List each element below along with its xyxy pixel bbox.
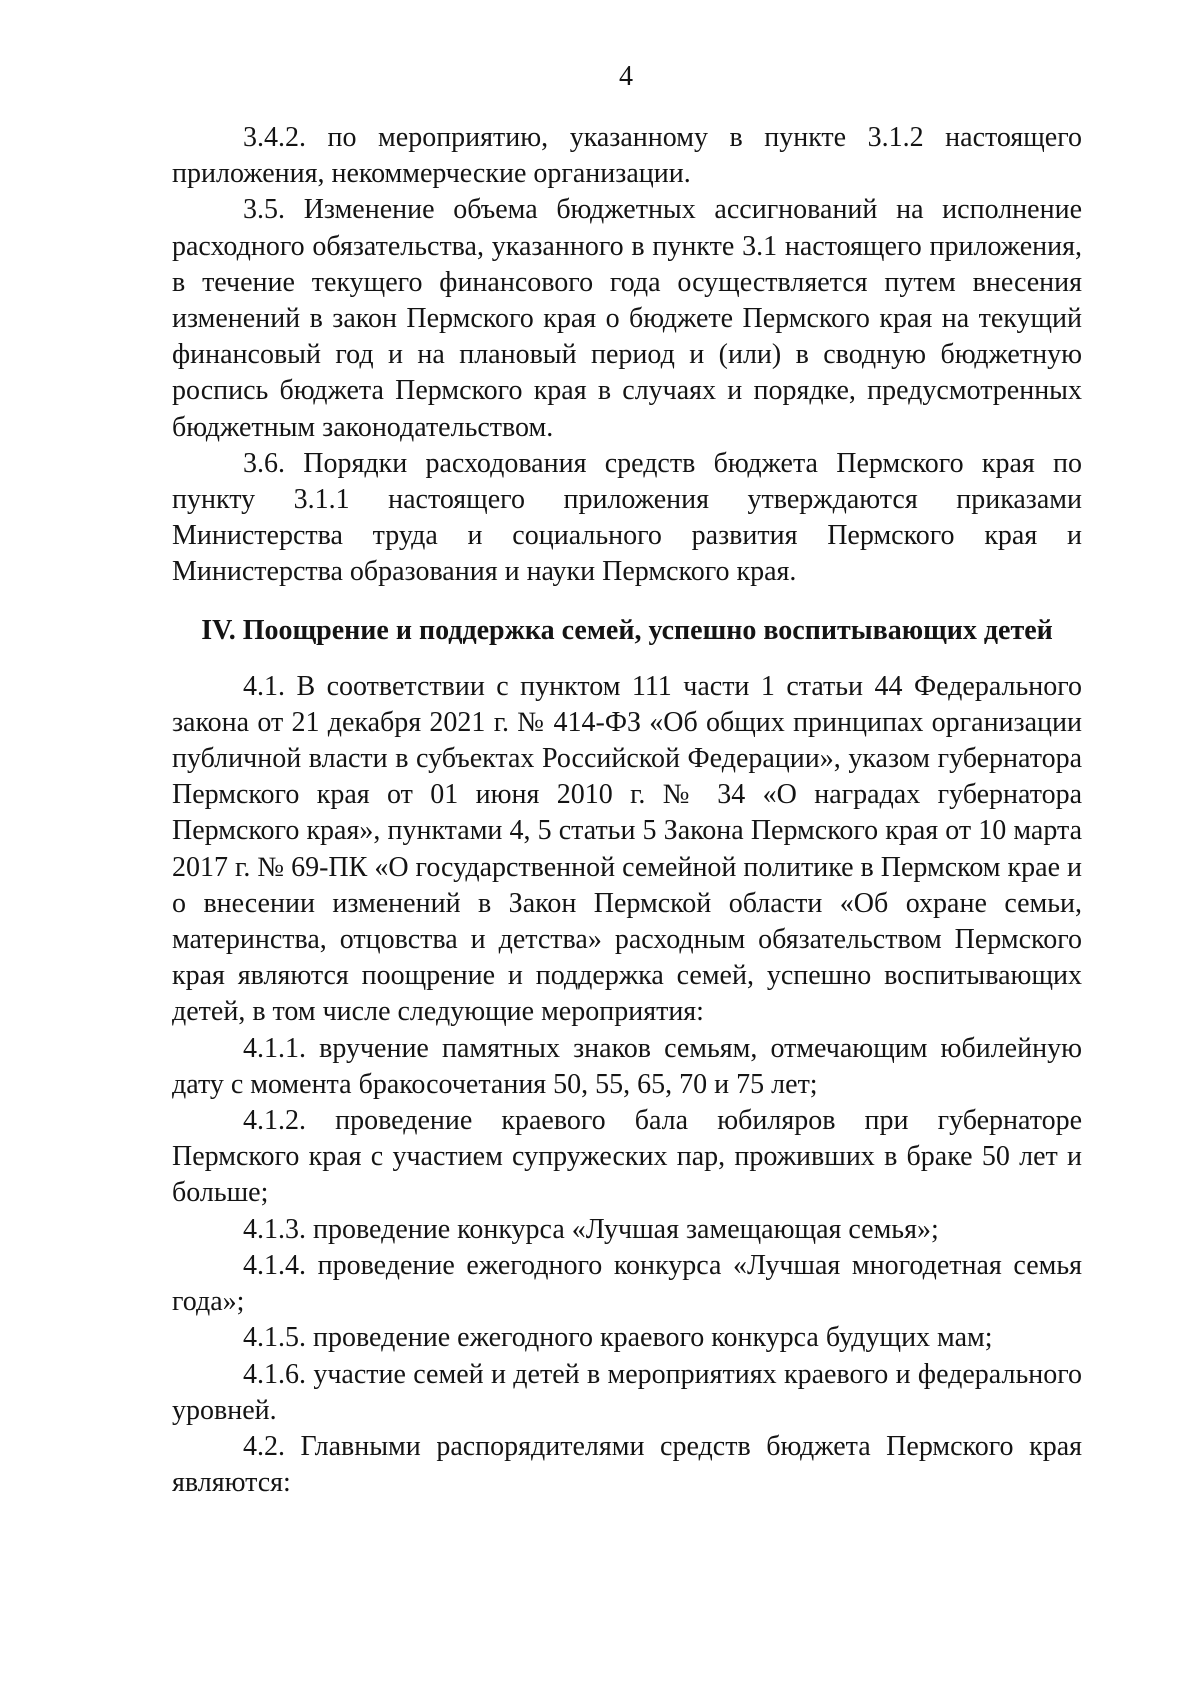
paragraph-4-1-4: 4.1.4. проведение ежегодного конкурса «Лучшая многодетная семья года»;	[172, 1249, 1082, 1318]
paragraph-4-1-3: 4.1.3. проведение конкурса «Лучшая замещающая семья»;	[243, 1213, 939, 1245]
paragraph-4-1-6: 4.1.6. участие семей и детей в мероприятиях краевого и федерального уровней.	[172, 1358, 1082, 1426]
paragraph-4-1: 4.1. В соответствии с пунктом 111 части 1 статьи 44 Федерального закона от 21 декабря 2021 г. № 414-ФЗ «Об общих принципах организации публичной власти в субъектах Российской Федерации», указом губернатора Пермского края от 01 июня 2010 г. № 34 «О наградах губернатора Пермского края», пунктами 4, 5 статьи 5 Закона Пермского края от 10 марта 2017 г. № 69-ПК «О государственной семейной политике в Пермском крае и о внесении изменений в Закон Пермской области «Об охране семьи, материнства, отцовства и детства» расходным обязательством Пермского края являются поощрение и поддержка семей, успешно воспитывающих детей, в том числе следующие мероприятия:	[172, 670, 1082, 1028]
paragraph-3-4-2: 3.4.2. по мероприятию, указанному в пункте 3.1.2 настоящего приложения, некоммерческие организации.	[172, 122, 1082, 190]
page-number: 4	[619, 61, 633, 92]
paragraph-3-6: 3.6. Порядки расходования средств бюджета Пермского края по пункту 3.1.1 настоящего приложения утверждаются приказами Министерства труда и социального развития Пермского края и Министерства образования и науки Пермского края.	[172, 447, 1082, 588]
paragraph-4-2: 4.2. Главными распорядителями средств бюджета Пермского края являются:	[172, 1430, 1082, 1499]
paragraph-3-5: 3.5. Изменение объема бюджетных ассигнований на исполнение расходного обязательства, указанного в пункте 3.1 настоящего приложения, в течение текущего финансового года осуществляется путем внесения изменений в закон Пермского края о бюджете Пермского края на текущий финансовый год и на плановый период и (или) в сводную бюджетную роспись бюджета Пермского края в случаях и порядке, предусмотренных бюджетным законодательством.	[172, 194, 1082, 443]
paragraph-4-1-1: 4.1.1. вручение памятных знаков семьям, отмечающим юбилейную дату с момента бракосочетания 50, 55, 65, 70 и 75 лет;	[172, 1032, 1082, 1100]
paragraph-4-1-5: 4.1.5. проведение ежегодного краевого конкурса будущих мам;	[243, 1322, 993, 1354]
section-heading: IV. Поощрение и поддержка семей, успешно воспитывающих детей	[201, 614, 1053, 646]
document-body	[172, 120, 1082, 1501]
paragraph-4-1-2: 4.1.2. проведение краевого бала юбиляров при губернаторе Пермского края с участием супружеских пар, проживших в браке 50 лет и больше;	[172, 1105, 1082, 1209]
